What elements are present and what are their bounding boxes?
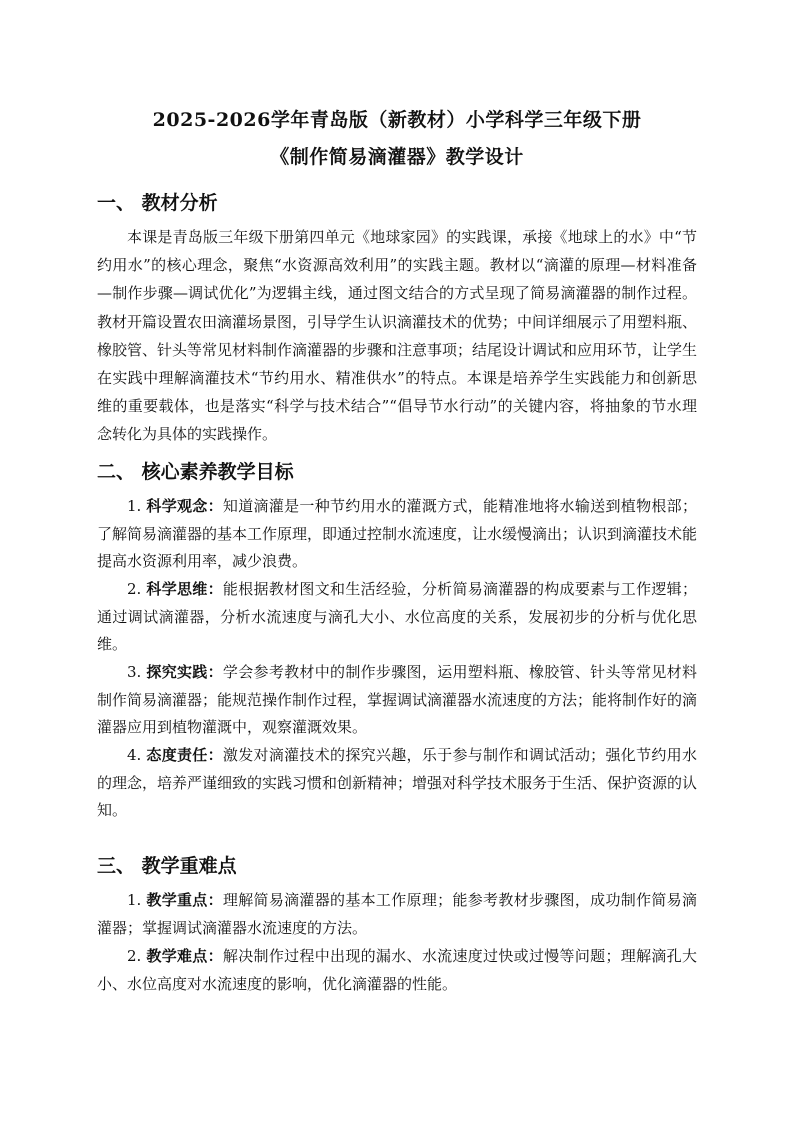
key-point-item [97, 887, 697, 942]
objective-item [97, 659, 697, 742]
objective-item [97, 493, 697, 576]
item-number: 2. [127, 947, 142, 965]
section-paragraph-textbook-analysis: 本课是青岛版三年级下册第四单元《地球家园》的实践课，承接《地球上的水》中“节约用水”的核心理念，聚焦“水资源高效利用”的实践主题。教材以“滴灌的原理—材料准备—制作步骤—调试优化”为逻辑主线，通过图文结合的方式呈现了简易滴灌器的制作过程。教材开篇设置农田滴灌场景图，引导学生认识滴灌技术的优势；中间详细展示了用塑料瓶、橡胶管、针头等常见材料制作滴灌器的步骤和注意事项；结尾设计调试和应用环节，让学生在实践中理解滴灌技术“节约用水、精准供水”的特点。本课是培养学生实践能力和创新思维的重要载体，也是落实“科学与技术结合”“倡导节水行动”的关键内容，将抽象的节水理念转化为具体的实践操作。 [97, 228, 698, 444]
item-number: 2. [127, 580, 142, 598]
item-text: 能根据教材图文和生活经验，分析简易滴灌器的构成要素与工作逻辑；通过调试滴灌器，分析水流速度与滴孔大小、水位高度的关系，发展初步的分析与优化思维。 [97, 580, 697, 653]
item-number: 3. [127, 663, 142, 681]
item-label: 探究实践： [146, 663, 223, 681]
section-heading-objectives: 二、 核心素养教学目标 [97, 461, 294, 483]
item-text: 激发对滴灌技术的探究兴趣，乐于参与制作和调试活动；强化节约用水的理念，培养严谨细致的实践习惯和创新精神；增强对科学技术服务于生活、保护资源的认知。 [97, 746, 698, 819]
objective-item [97, 576, 697, 659]
item-number: 1. [127, 891, 142, 909]
item-number: 4. [127, 746, 142, 764]
item-text: 理解简易滴灌器的基本工作原理；能参考教材步骤图，成功制作简易滴灌器；掌握调试滴灌器水流速度的方法。 [97, 891, 697, 937]
document-title-line1: 2025-2026学年青岛版（新教材）小学科学三年级下册 [152, 109, 642, 131]
document-title-line2: 《制作简易滴灌器》教学设计 [270, 146, 524, 168]
item-label: 科学观念： [146, 497, 223, 515]
item-text: 解决制作过程中出现的漏水、水流速度过快或过慢等问题；理解滴孔大小、水位高度对水流速度的影响，优化滴灌器的性能。 [97, 947, 697, 993]
item-label: 科学思维： [146, 580, 223, 598]
item-number: 1. [127, 497, 142, 515]
item-label: 教学重点： [146, 891, 223, 909]
objective-item [97, 742, 697, 825]
section-heading-key-points: 三、 教学重难点 [97, 855, 237, 877]
key-point-item [97, 943, 697, 998]
item-text: 学会参考教材中的制作步骤图，运用塑料瓶、橡胶管、针头等常见材料制作简易滴灌器；能规范操作制作过程，掌握调试滴灌器水流速度的方法；能将制作好的滴灌器应用到植物灌溉中，观察灌溉效果。 [97, 663, 698, 736]
item-label: 态度责任： [146, 746, 223, 764]
item-text: 知道滴灌是一种节约用水的灌溉方式，能精准地将水输送到植物根部；了解简易滴灌器的基本工作原理，即通过控制水流速度，让水缓慢滴出；认识到滴灌技术能提高水资源利用率，减少浪费。 [97, 497, 698, 570]
item-label: 教学难点： [146, 947, 223, 965]
section-heading-textbook-analysis: 一、 教材分析 [97, 192, 218, 214]
